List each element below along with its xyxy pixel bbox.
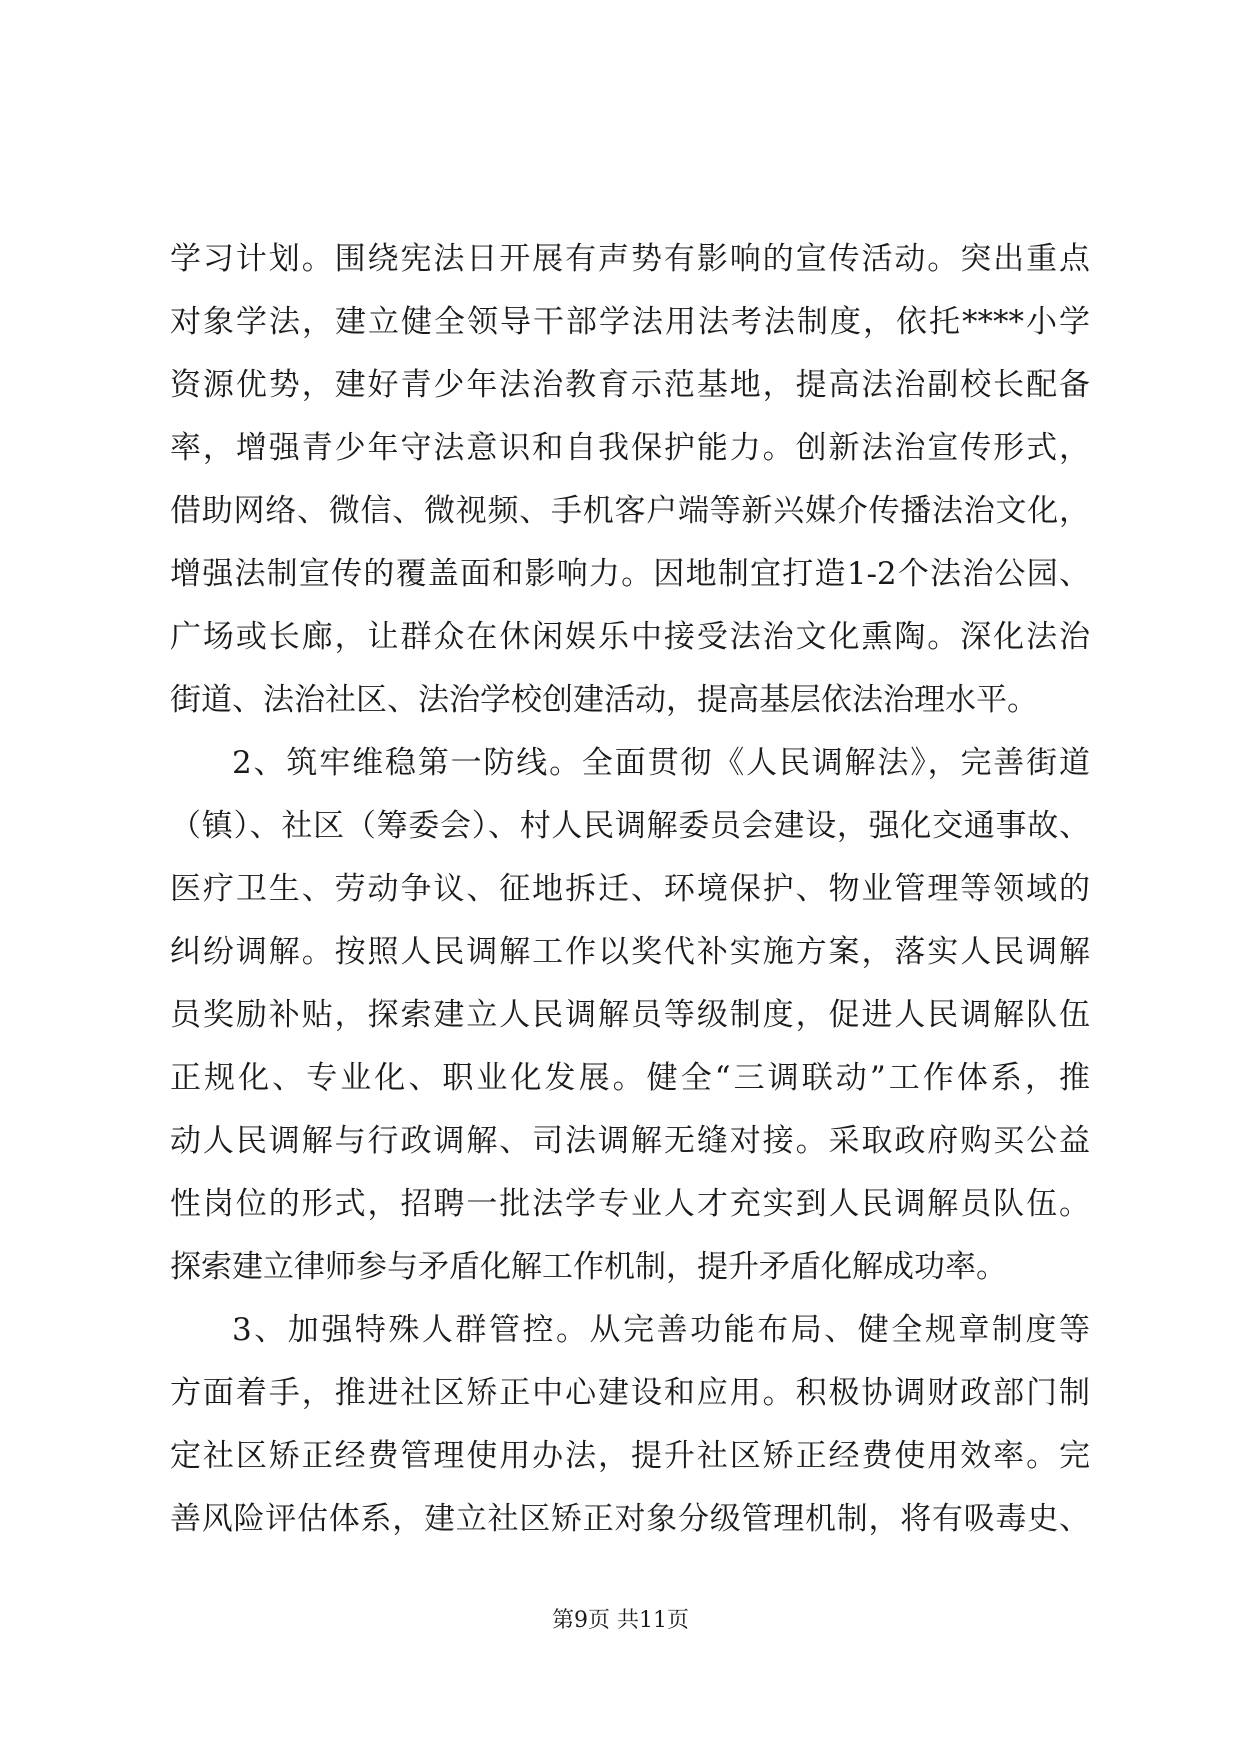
page-number-footer: 第9页 共11页: [552, 1608, 689, 1633]
text-line: 纠纷调解。按照人民调解工作以奖代补实施方案，落实人民调解: [170, 934, 1090, 970]
text-line: 动人民调解与行政调解、司法调解无缝对接。采取政府购买公益: [170, 1123, 1090, 1159]
paragraph-start-line: 3、加强特殊人群管控。从完善功能布局、健全规章制度等: [232, 1312, 1090, 1348]
document-body: [170, 228, 1090, 1551]
text-line: 正规化、专业化、职业化发展。健全“三调联动”工作体系，推: [170, 1060, 1090, 1096]
text-line: 借助网络、微信、微视频、手机客户端等新兴媒介传播法治文化，: [170, 493, 1090, 529]
text-line: 率，增强青少年守法意识和自我保护能力。创新法治宣传形式，: [170, 430, 1090, 466]
text-line: 广场或长廊，让群众在休闲娱乐中接受法治文化熏陶。深化法治: [170, 619, 1090, 655]
text-line: 定社区矫正经费管理使用办法，提升社区矫正经费使用效率。完: [170, 1438, 1090, 1474]
paragraph-start-line: 2、筑牢维稳第一防线。全面贯彻《人民调解法》，完善街道: [232, 745, 1090, 781]
text-line: 探索建立律师参与矛盾化解工作机制，提升矛盾化解成功率。: [170, 1249, 1007, 1285]
text-line: 员奖励补贴，探索建立人民调解员等级制度，促进人民调解队伍: [170, 997, 1090, 1033]
text-line: 善风险评估体系，建立社区矫正对象分级管理机制，将有吸毒史、: [170, 1501, 1090, 1537]
text-line: 增强法制宣传的覆盖面和影响力。因地制宜打造1-2个法治公园、: [170, 556, 1090, 592]
text-line: 方面着手，推进社区矫正中心建设和应用。积极协调财政部门制: [170, 1375, 1090, 1411]
text-line: 医疗卫生、劳动争议、征地拆迁、环境保护、物业管理等领域的: [170, 871, 1090, 907]
text-line: 街道、法治社区、法治学校创建活动，提高基层依法治理水平。: [170, 682, 1038, 718]
text-line: （镇）、社区（筹委会）、村人民调解委员会建设，强化交通事故、: [170, 808, 1090, 844]
text-line: 学习计划。围绕宪法日开展有声势有影响的宣传活动。突出重点: [170, 241, 1090, 277]
text-line: 性岗位的形式，招聘一批法学专业人才充实到人民调解员队伍。: [170, 1186, 1090, 1222]
text-line: 资源优势，建好青少年法治教育示范基地，提高法治副校长配备: [170, 367, 1090, 403]
text-line: 对象学法，建立健全领导干部学法用法考法制度，依托****小学: [170, 304, 1090, 340]
